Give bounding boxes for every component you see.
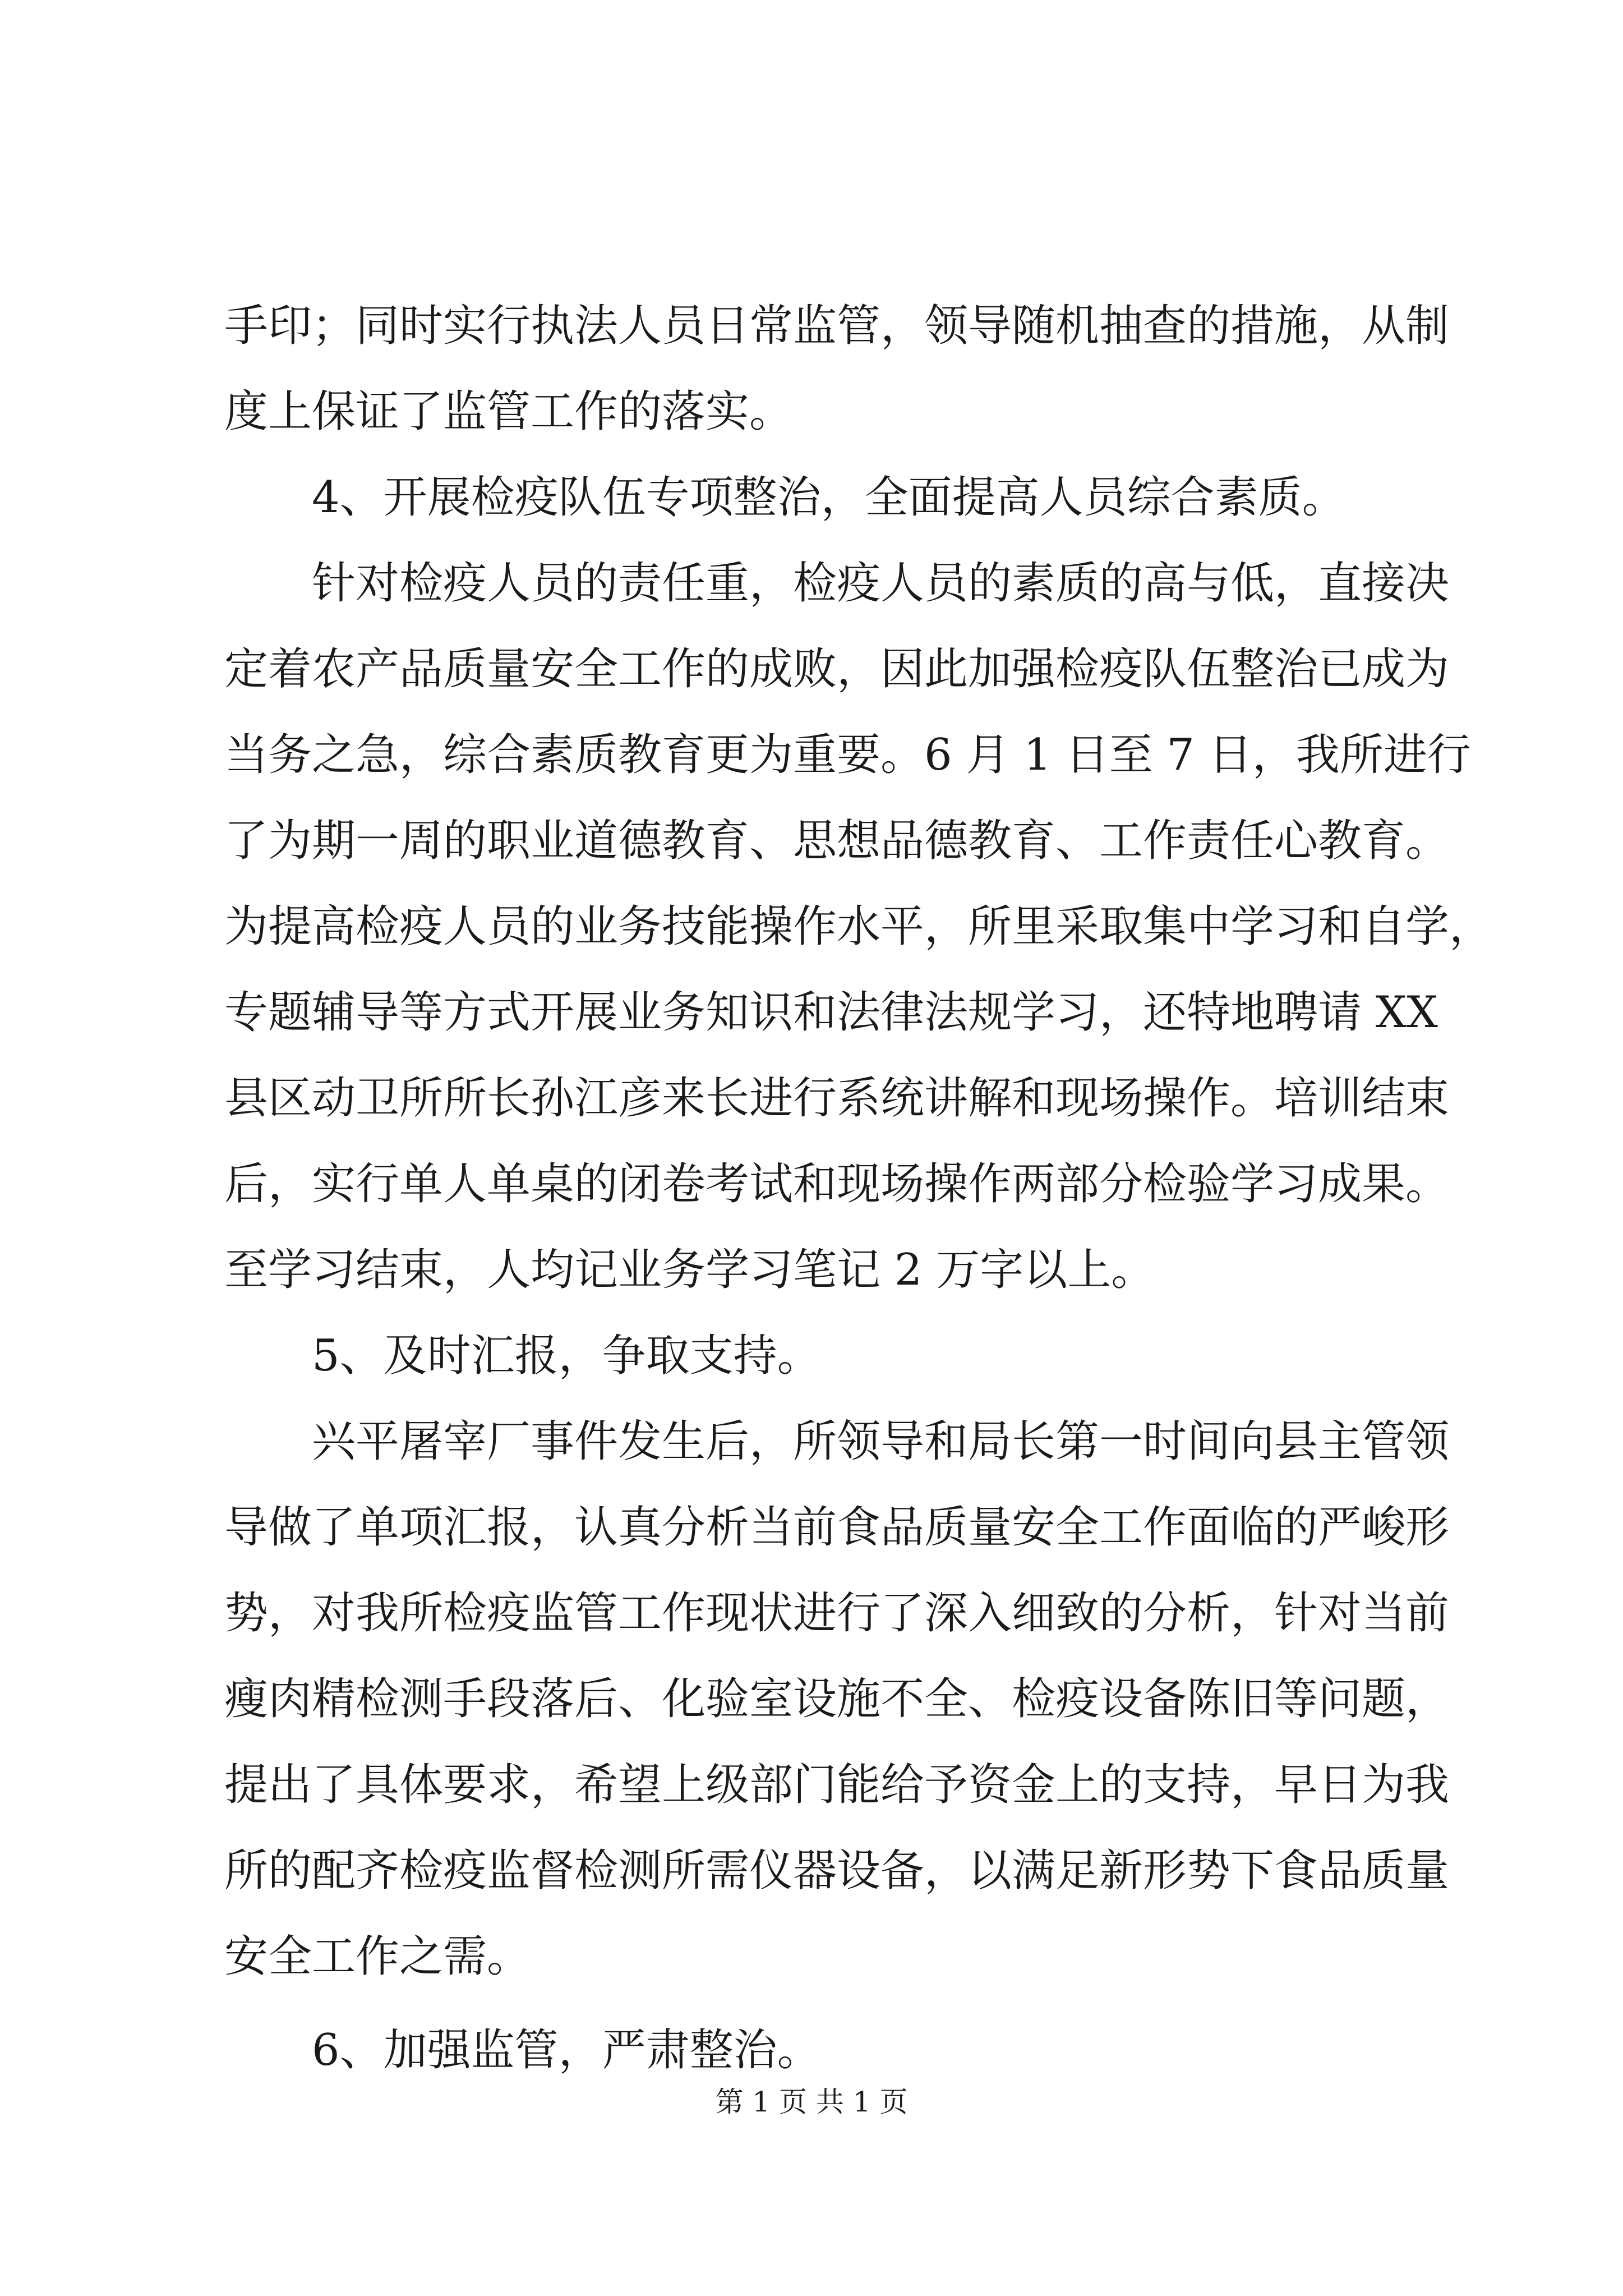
text-line: 了为期一周的职业道德教育、思想品德教育、工作责任心教育。 bbox=[224, 816, 1450, 866]
text-line: 至学习结束，人均记业务学习笔记 2 万字以上。 bbox=[224, 1245, 1155, 1295]
text-line: 手印；同时实行执法人员日常监管，领导随机抽查的措施，从制 bbox=[224, 301, 1450, 351]
text-line: 定着农产品质量安全工作的成败，因此加强检疫队伍整治已成为 bbox=[224, 644, 1450, 694]
text-line: 针对检疫人员的责任重，检疫人员的素质的高与低，直接决 bbox=[312, 558, 1450, 609]
text-line: 瘦肉精检测手段落后、化验室设施不全、检疫设备陈旧等问题， bbox=[224, 1674, 1450, 1724]
text-line: 兴平屠宰厂事件发生后，所领导和局长第一时间向县主管领 bbox=[312, 1416, 1450, 1467]
text-line: 度上保证了监管工作的落实。 bbox=[224, 386, 794, 437]
text-line: 为提高检疫人员的业务技能操作水平，所里采取集中学习和自学， bbox=[224, 901, 1493, 952]
section-heading-6: 6、加强监管，严肃整治。 bbox=[312, 2025, 821, 2076]
text-line: 当务之急，综合素质教育更为重要。6 月 1 日至 7 日，我所进行 bbox=[224, 730, 1471, 780]
text-line: 所的配齐检疫监督检测所需仪器设备，以满足新形势下食品质量 bbox=[224, 1846, 1450, 1896]
text-line: 导做了单项汇报，认真分析当前食品质量安全工作面临的严峻形 bbox=[224, 1502, 1450, 1553]
section-heading-5: 5、及时汇报，争取支持。 bbox=[312, 1331, 821, 1381]
text-line: 后，实行单人单桌的闭卷考试和现场操作两部分检验学习成果。 bbox=[224, 1159, 1450, 1209]
document-body bbox=[224, 283, 1493, 2093]
text-line: 县区动卫所所长孙江彦来长进行系统讲解和现场操作。培训结束 bbox=[224, 1073, 1450, 1124]
text-line: 安全工作之需。 bbox=[224, 1931, 531, 1982]
text-line: 提出了具体要求，希望上级部门能给予资金上的支持，早日为我 bbox=[224, 1760, 1450, 1810]
section-heading-4: 4、开展检疫队伍专项整治，全面提高人员综合素质。 bbox=[312, 472, 1346, 523]
page-footer: 第 1 页 共 1 页 bbox=[715, 2086, 908, 2118]
text-line: 势，对我所检疫监管工作现状进行了深入细致的分析，针对当前 bbox=[224, 1588, 1450, 1639]
text-line: 专题辅导等方式开展业务知识和法律法规学习，还特地聘请 XX bbox=[224, 987, 1438, 1038]
